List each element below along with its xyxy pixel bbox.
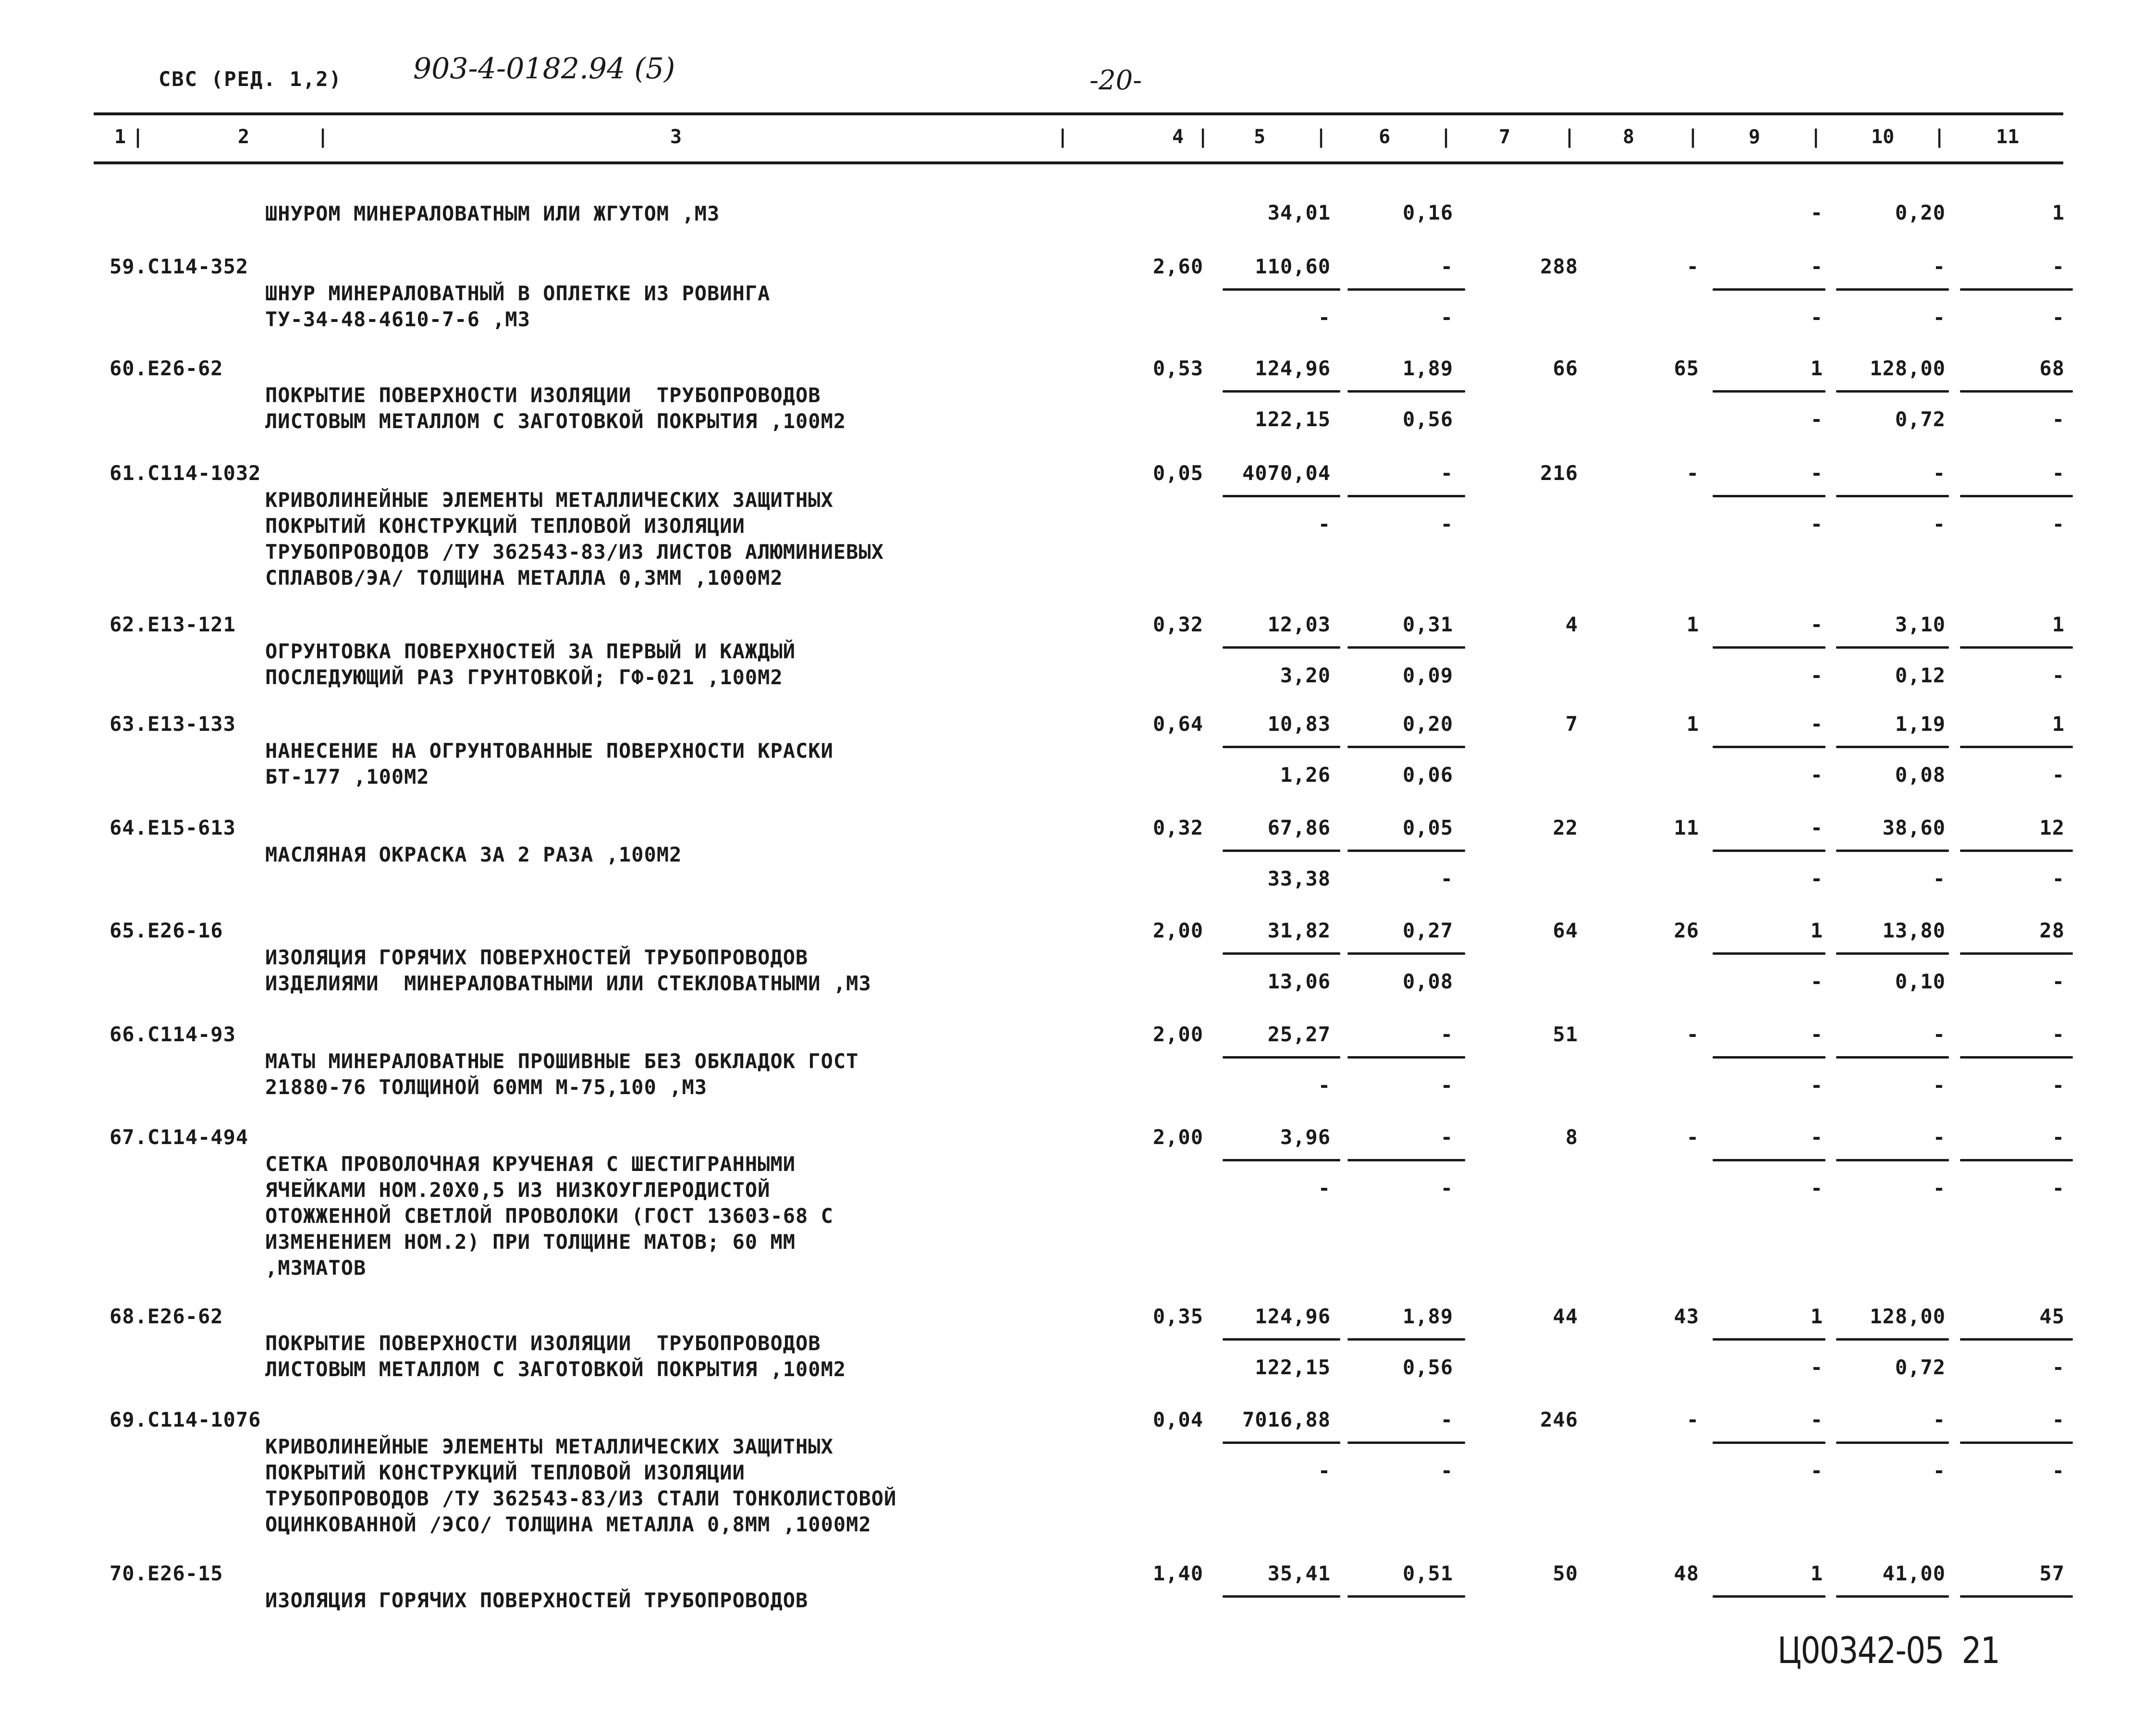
item-description-line: ИЗДЕЛИЯМИ МИНЕРАЛОВАТНЫМИ ИЛИ СТЕКЛОВАТНЫМИ ,М3	[265, 972, 871, 995]
labor-machine-unit: -	[1933, 1073, 1946, 1097]
header-bottom-rule	[94, 161, 2063, 164]
item-code: 68.Е26-62	[110, 1305, 223, 1328]
labor-machine-unit: 0,10	[1895, 970, 1946, 993]
fraction-line	[1348, 1442, 1465, 1444]
labor-total: -	[2052, 1408, 2065, 1431]
fraction-line	[1960, 1056, 2073, 1059]
fraction-line	[1223, 746, 1340, 748]
labor-total: -	[2052, 1125, 2065, 1149]
total-wages: 1	[1686, 613, 1699, 636]
unit-cost-machine: -	[1318, 512, 1331, 536]
labor-total: -	[2052, 255, 2065, 278]
machine-cost: 1	[1810, 1305, 1823, 1328]
item-code: 70.Е26-15	[110, 1562, 223, 1585]
labor-unit: 13,80	[1882, 919, 1946, 942]
unit-cost-machine-wages: -	[1440, 867, 1453, 890]
unit-cost-wages: -	[1440, 461, 1453, 485]
item-description-line: БТ-177 ,100М2	[265, 765, 429, 789]
unit-cost-total: 10,83	[1267, 712, 1331, 736]
fraction-line	[1223, 1159, 1340, 1161]
machine-cost: -	[1810, 461, 1823, 485]
fraction-line	[1223, 495, 1340, 497]
labor-machine-unit: 0,12	[1895, 664, 1946, 687]
labor-machine-unit: -	[1933, 1176, 1946, 1200]
fraction-line	[1960, 1338, 2073, 1341]
fraction-line	[1836, 1595, 1949, 1598]
unit-cost-wages: 0,51	[1402, 1562, 1453, 1585]
total-cost: 50	[1553, 1562, 1578, 1585]
column-number: 5	[1254, 126, 1266, 148]
unit-cost-machine-wages: -	[1440, 306, 1453, 329]
item-description-line: ПОКРЫТИЕ ПОВЕРХНОСТИ ИЗОЛЯЦИИ ТРУБОПРОВОДОВ	[265, 1331, 821, 1355]
labor-unit: 41,00	[1882, 1562, 1946, 1585]
labor-total: -	[2052, 461, 2065, 485]
machine-cost: -	[1810, 201, 1823, 224]
labor-total: 28	[2039, 919, 2065, 942]
machine-cost: -	[1810, 712, 1823, 736]
item-description-line: ИЗМЕНЕНИЕМ НОМ.2) ПРИ ТОЛЩИНЕ МАТОВ; 60 ММ	[265, 1230, 796, 1254]
labor-unit: 38,60	[1882, 816, 1946, 839]
total-cost: 22	[1553, 816, 1578, 839]
item-description-line: ИЗОЛЯЦИЯ ГОРЯЧИХ ПОВЕРХНОСТЕЙ ТРУБОПРОВОДОВ	[265, 1589, 808, 1612]
unit-cost-machine: 3,20	[1280, 664, 1331, 687]
machine-cost: -	[1810, 613, 1823, 636]
fraction-line	[1348, 288, 1465, 291]
fraction-line	[1348, 495, 1465, 497]
labor-machine-unit: -	[1933, 1459, 1946, 1482]
item-description-line: ТРУБОПРОВОДОВ /ТУ 362543-83/ИЗ СТАЛИ ТОНКОЛИСТОВОЙ	[265, 1487, 897, 1510]
item-description-line: ПОСЛЕДУЮЩИЙ РАЗ ГРУНТОВКОЙ; ГФ-021 ,100М2	[265, 665, 783, 689]
fraction-line	[1223, 646, 1340, 649]
fraction-line	[1713, 288, 1825, 291]
fraction-line	[1960, 746, 2073, 748]
item-description-line: ЛИСТОВЫМ МЕТАЛЛОМ С ЗАГОТОВКОЙ ПОКРЫТИЯ ,100М2	[265, 409, 846, 433]
fraction-line	[1713, 390, 1825, 393]
header-project-number: 903-4-0182.94 (5)	[413, 52, 675, 86]
item-code: 65.Е26-16	[110, 919, 223, 942]
labor-total: 45	[2039, 1305, 2065, 1328]
fraction-line	[1836, 390, 1949, 393]
unit-cost-total: 25,27	[1267, 1023, 1331, 1046]
item-description-line: ,М3МАТОВ	[265, 1256, 367, 1280]
fraction-line	[1836, 952, 1949, 955]
item-description-line: МАСЛЯНАЯ ОКРАСКА ЗА 2 РАЗА ,100М2	[265, 843, 682, 866]
machine-cost: -	[1810, 1125, 1823, 1149]
labor-machine-total: -	[2052, 306, 2065, 329]
unit-cost-machine: 122,15	[1255, 1355, 1331, 1379]
column-number: 10	[1871, 126, 1895, 148]
fraction-line	[1713, 646, 1825, 649]
column-separator: |	[132, 126, 144, 148]
item-description-line: ТРУБОПРОВОДОВ /ТУ 362543-83/ИЗ ЛИСТОВ АЛЮМИНИЕВЫХ	[265, 540, 884, 564]
fraction-line	[1223, 1442, 1340, 1444]
column-number: 7	[1499, 126, 1511, 148]
labor-unit: -	[1933, 1125, 1946, 1149]
fraction-line	[1223, 390, 1340, 393]
total-wages: -	[1686, 255, 1699, 278]
quantity-value: 0,53	[1152, 357, 1203, 380]
unit-cost-total: 110,60	[1255, 255, 1331, 278]
item-code: 62.Е13-121	[110, 613, 236, 636]
fraction-line	[1836, 850, 1949, 852]
item-description-line: КРИВОЛИНЕЙНЫЕ ЭЛЕМЕНТЫ МЕТАЛЛИЧЕСКИХ ЗАЩИТНЫХ	[265, 488, 833, 512]
machine-wages: -	[1810, 664, 1823, 687]
item-description-line: ОТОЖЖЕННОЙ СВЕТЛОЙ ПРОВОЛОКИ (ГОСТ 13603-68 С	[265, 1204, 833, 1228]
unit-cost-machine-wages: -	[1440, 1459, 1453, 1482]
column-separator: |	[1315, 126, 1327, 148]
fraction-line	[1836, 1442, 1949, 1444]
column-number: 6	[1379, 126, 1391, 148]
labor-total: 12	[2039, 816, 2065, 839]
fraction-line	[1348, 746, 1465, 748]
unit-cost-machine: -	[1318, 306, 1331, 329]
labor-total: 1	[2052, 712, 2065, 736]
fraction-line	[1713, 952, 1825, 955]
unit-cost-total: 4070,04	[1242, 461, 1331, 485]
quantity-value: 2,00	[1152, 1023, 1203, 1046]
item-description-line: ТУ-34-48-4610-7-6 ,М3	[265, 308, 531, 331]
fraction-line	[1348, 952, 1465, 955]
fraction-line	[1836, 1056, 1949, 1059]
fraction-line	[1713, 495, 1825, 497]
item-description-line: ОГРУНТОВКА ПОВЕРХНОСТЕЙ ЗА ПЕРВЫЙ И КАЖДЫЙ	[265, 640, 796, 663]
labor-machine-unit: -	[1933, 512, 1946, 536]
fraction-line	[1348, 1056, 1465, 1059]
unit-cost-total: 3,96	[1280, 1125, 1331, 1149]
labor-machine-unit: 0,72	[1895, 1355, 1946, 1379]
unit-cost-machine-wages: 0,56	[1402, 407, 1453, 431]
unit-cost-wages: -	[1440, 1023, 1453, 1046]
fraction-line	[1223, 850, 1340, 852]
item-description-line: ШНУРОМ МИНЕРАЛОВАТНЫМ ИЛИ ЖГУТОМ ,М3	[265, 202, 720, 225]
labor-machine-total: -	[2052, 512, 2065, 536]
header-top-rule	[94, 112, 2063, 115]
labor-machine-total: -	[2052, 407, 2065, 431]
unit-cost-machine-wages: -	[1440, 1176, 1453, 1200]
quantity-value: 0,05	[1152, 461, 1203, 485]
labor-machine-total: -	[2052, 1073, 2065, 1097]
item-description-line: КРИВОЛИНЕЙНЫЕ ЭЛЕМЕНТЫ МЕТАЛЛИЧЕСКИХ ЗАЩИТНЫХ	[265, 1435, 833, 1458]
labor-unit: 128,00	[1870, 1305, 1946, 1328]
item-code: 64.Е15-613	[110, 816, 236, 839]
quantity-value: 0,64	[1152, 712, 1203, 736]
fraction-line	[1836, 746, 1949, 748]
labor-unit: 0,20	[1895, 201, 1946, 224]
item-description-line: 21880-76 ТОЛЩИНОЙ 60ММ М-75,100 ,М3	[265, 1075, 708, 1099]
fraction-line	[1713, 1595, 1825, 1598]
column-number: 4	[1172, 126, 1184, 148]
fraction-line	[1713, 1159, 1825, 1161]
unit-cost-machine-wages: 0,56	[1402, 1355, 1453, 1379]
unit-cost-wages: 0,16	[1402, 201, 1453, 224]
unit-cost-total: 7016,88	[1242, 1408, 1331, 1431]
unit-cost-machine: -	[1318, 1073, 1331, 1097]
item-code: 63.Е13-133	[110, 712, 236, 736]
machine-wages: -	[1810, 1355, 1823, 1379]
column-separator: |	[1440, 126, 1452, 148]
labor-unit: -	[1933, 255, 1946, 278]
machine-cost: -	[1810, 1408, 1823, 1431]
total-wages: 43	[1674, 1305, 1699, 1328]
unit-cost-machine: 33,38	[1267, 867, 1331, 890]
labor-total: 1	[2052, 201, 2065, 224]
column-separator: |	[1687, 126, 1699, 148]
machine-wages: -	[1810, 407, 1823, 431]
quantity-value: 2,60	[1152, 255, 1203, 278]
labor-machine-total: -	[2052, 1355, 2065, 1379]
labor-total: 1	[2052, 613, 2065, 636]
total-cost: 66	[1553, 357, 1578, 380]
footer-stamp: Ц00342-05 21	[1777, 1629, 2000, 1672]
labor-machine-total: -	[2052, 763, 2065, 787]
total-cost: 246	[1540, 1408, 1578, 1431]
labor-machine-total: -	[2052, 664, 2065, 687]
labor-unit: 1,19	[1895, 712, 1946, 736]
machine-cost: -	[1810, 816, 1823, 839]
unit-cost-wages: 1,89	[1402, 1305, 1453, 1328]
item-description-line: ИЗОЛЯЦИЯ ГОРЯЧИХ ПОВЕРХНОСТЕЙ ТРУБОПРОВОДОВ	[265, 946, 808, 969]
machine-wages: -	[1810, 970, 1823, 993]
fraction-line	[1836, 288, 1949, 291]
quantity-value: 0,04	[1152, 1408, 1203, 1431]
fraction-line	[1223, 288, 1340, 291]
total-cost: 44	[1553, 1305, 1578, 1328]
unit-cost-machine-wages: 0,09	[1402, 664, 1453, 687]
labor-total: -	[2052, 1023, 2065, 1046]
total-cost: 216	[1540, 461, 1578, 485]
fraction-line	[1223, 1595, 1340, 1598]
item-description-line: ПОКРЫТИЕ ПОВЕРХНОСТИ ИЗОЛЯЦИИ ТРУБОПРОВОДОВ	[265, 383, 821, 407]
unit-cost-machine: 122,15	[1255, 407, 1331, 431]
machine-wages: -	[1810, 306, 1823, 329]
labor-unit: 128,00	[1870, 357, 1946, 380]
total-cost: 8	[1565, 1125, 1578, 1149]
total-cost: 51	[1553, 1023, 1578, 1046]
labor-total: 68	[2039, 357, 2065, 380]
fraction-line	[1348, 1595, 1465, 1598]
quantity-value: 0,32	[1152, 816, 1203, 839]
unit-cost-machine: 1,26	[1280, 763, 1331, 787]
unit-cost-wages: -	[1440, 1125, 1453, 1149]
machine-wages: -	[1810, 1073, 1823, 1097]
fraction-line	[1223, 1338, 1340, 1341]
unit-cost-wages: 0,27	[1402, 919, 1453, 942]
fraction-line	[1223, 1056, 1340, 1059]
item-code: 59.С114-352	[110, 255, 249, 278]
total-wages: 1	[1686, 712, 1699, 736]
quantity-value: 2,00	[1152, 1125, 1203, 1149]
total-cost: 4	[1565, 613, 1578, 636]
unit-cost-machine: -	[1318, 1459, 1331, 1482]
fraction-line	[1960, 952, 2073, 955]
fraction-line	[1348, 1159, 1465, 1161]
total-wages: -	[1686, 1125, 1699, 1149]
item-code: 60.Е26-62	[110, 357, 223, 380]
item-description-line: НАНЕСЕНИЕ НА ОГРУНТОВАННЫЕ ПОВЕРХНОСТИ КРАСКИ	[265, 739, 833, 763]
fraction-line	[1960, 850, 2073, 852]
column-separator: |	[1564, 126, 1576, 148]
labor-machine-total: -	[2052, 1176, 2065, 1200]
fraction-line	[1960, 1159, 2073, 1161]
unit-cost-wages: 0,05	[1402, 816, 1453, 839]
unit-cost-machine: 13,06	[1267, 970, 1331, 993]
quantity-value: 2,00	[1152, 919, 1203, 942]
total-wages: 48	[1674, 1562, 1699, 1585]
unit-cost-machine-wages: 0,08	[1402, 970, 1453, 993]
labor-machine-unit: -	[1933, 867, 1946, 890]
unit-cost-machine-wages: -	[1440, 1073, 1453, 1097]
column-separator: |	[1057, 126, 1069, 148]
item-description-line: СЕТКА ПРОВОЛОЧНАЯ КРУЧЕНАЯ С ШЕСТИГРАННЫМИ	[265, 1152, 796, 1176]
item-code: 66.С114-93	[110, 1023, 236, 1046]
unit-cost-wages: -	[1440, 255, 1453, 278]
quantity-value: 0,35	[1152, 1305, 1203, 1328]
unit-cost-wages: 0,31	[1402, 613, 1453, 636]
item-description-line: ПОКРЫТИЙ КОНСТРУКЦИЙ ТЕПЛОВОЙ ИЗОЛЯЦИИ	[265, 1461, 745, 1484]
column-number: 9	[1749, 126, 1761, 148]
unit-cost-total: 67,86	[1267, 816, 1331, 839]
item-code: 67.С114-494	[110, 1125, 249, 1149]
fraction-line	[1713, 1442, 1825, 1444]
unit-cost-machine: -	[1318, 1176, 1331, 1200]
item-code: 69.С114-1076	[110, 1408, 261, 1431]
machine-wages: -	[1810, 867, 1823, 890]
unit-cost-wages: 0,20	[1402, 712, 1453, 736]
machine-cost: -	[1810, 255, 1823, 278]
total-cost: 7	[1565, 712, 1578, 736]
fraction-line	[1348, 390, 1465, 393]
fraction-line	[1960, 288, 2073, 291]
total-wages: 65	[1674, 357, 1699, 380]
labor-unit: 3,10	[1895, 613, 1946, 636]
fraction-line	[1348, 850, 1465, 852]
unit-cost-total: 124,96	[1255, 1305, 1331, 1328]
unit-cost-machine-wages: -	[1440, 512, 1453, 536]
column-number: 8	[1623, 126, 1635, 148]
total-cost: 64	[1553, 919, 1578, 942]
header-form-code: СВС (РЕД. 1,2)	[159, 67, 343, 91]
fraction-line	[1223, 952, 1340, 955]
fraction-line	[1713, 850, 1825, 852]
item-description-line: ОЦИНКОВАННОЙ /ЭСО/ ТОЛЩИНА МЕТАЛЛА 0,8ММ ,1000М2	[265, 1513, 871, 1536]
labor-machine-unit: 0,08	[1895, 763, 1946, 787]
fraction-line	[1348, 1338, 1465, 1341]
machine-wages: -	[1810, 512, 1823, 536]
machine-cost: 1	[1810, 357, 1823, 380]
column-number: 2	[238, 126, 250, 148]
fraction-line	[1960, 495, 2073, 497]
labor-machine-total: -	[2052, 1459, 2065, 1482]
labor-total: 57	[2039, 1562, 2065, 1585]
item-description-line: МАТЫ МИНЕРАЛОВАТНЫЕ ПРОШИВНЫЕ БЕЗ ОБКЛАДОК ГОСТ	[265, 1049, 859, 1073]
unit-cost-wages: -	[1440, 1408, 1453, 1431]
total-wages: 26	[1674, 919, 1699, 942]
fraction-line	[1836, 1159, 1949, 1161]
fraction-line	[1713, 1056, 1825, 1059]
unit-cost-total: 124,96	[1255, 357, 1331, 380]
fraction-line	[1960, 1442, 2073, 1444]
item-description-line: ЯЧЕЙКАМИ НОМ.20Х0,5 ИЗ НИЗКОУГЛЕРОДИСТОЙ	[265, 1178, 771, 1202]
column-number: 3	[670, 126, 682, 148]
labor-machine-unit: 0,72	[1895, 407, 1946, 431]
quantity-value: 0,32	[1152, 613, 1203, 636]
fraction-line	[1713, 1338, 1825, 1341]
unit-cost-total: 35,41	[1267, 1562, 1331, 1585]
unit-cost-total: 31,82	[1267, 919, 1331, 942]
fraction-line	[1960, 646, 2073, 649]
column-number: 11	[1996, 126, 2020, 148]
quantity-value: 1,40	[1152, 1562, 1203, 1585]
column-number: 1	[114, 126, 126, 148]
total-wages: -	[1686, 1023, 1699, 1046]
labor-unit: -	[1933, 461, 1946, 485]
labor-unit: -	[1933, 1408, 1946, 1431]
item-description-line: ПОКРЫТИЙ КОНСТРУКЦИЙ ТЕПЛОВОЙ ИЗОЛЯЦИИ	[265, 514, 745, 538]
machine-wages: -	[1810, 1459, 1823, 1482]
total-wages: 11	[1674, 816, 1699, 839]
total-cost: 288	[1540, 255, 1578, 278]
column-separator: |	[1934, 126, 1946, 148]
item-description-line: СПЛАВОВ/ЭА/ ТОЛЩИНА МЕТАЛЛА 0,3ММ ,1000М2	[265, 566, 783, 590]
fraction-line	[1960, 390, 2073, 393]
fraction-line	[1713, 746, 1825, 748]
column-separator: |	[1810, 126, 1822, 148]
total-wages: -	[1686, 1408, 1699, 1431]
labor-machine-unit: -	[1933, 306, 1946, 329]
machine-wages: -	[1810, 1176, 1823, 1200]
labor-machine-total: -	[2052, 970, 2065, 993]
fraction-line	[1960, 1595, 2073, 1598]
column-separator: |	[1197, 126, 1209, 148]
page-number: -20-	[1090, 65, 1142, 96]
fraction-line	[1836, 495, 1949, 497]
labor-machine-total: -	[2052, 867, 2065, 890]
item-code: 61.С114-1032	[110, 461, 261, 485]
labor-unit: -	[1933, 1023, 1946, 1046]
unit-cost-total: 12,03	[1267, 613, 1331, 636]
machine-cost: 1	[1810, 1562, 1823, 1585]
unit-cost-wages: 1,89	[1402, 357, 1453, 380]
item-description-line: ШНУР МИНЕРАЛОВАТНЫЙ В ОПЛЕТКЕ ИЗ РОВИНГА	[265, 282, 771, 305]
unit-cost-machine-wages: 0,06	[1402, 763, 1453, 787]
machine-cost: -	[1810, 1023, 1823, 1046]
item-description-line: ЛИСТОВЫМ МЕТАЛЛОМ С ЗАГОТОВКОЙ ПОКРЫТИЯ ,100М2	[265, 1357, 846, 1381]
column-separator: |	[317, 126, 329, 148]
machine-cost: 1	[1810, 919, 1823, 942]
total-wages: -	[1686, 461, 1699, 485]
fraction-line	[1348, 646, 1465, 649]
unit-cost-total: 34,01	[1267, 201, 1331, 224]
machine-wages: -	[1810, 763, 1823, 787]
fraction-line	[1836, 646, 1949, 649]
fraction-line	[1836, 1338, 1949, 1341]
